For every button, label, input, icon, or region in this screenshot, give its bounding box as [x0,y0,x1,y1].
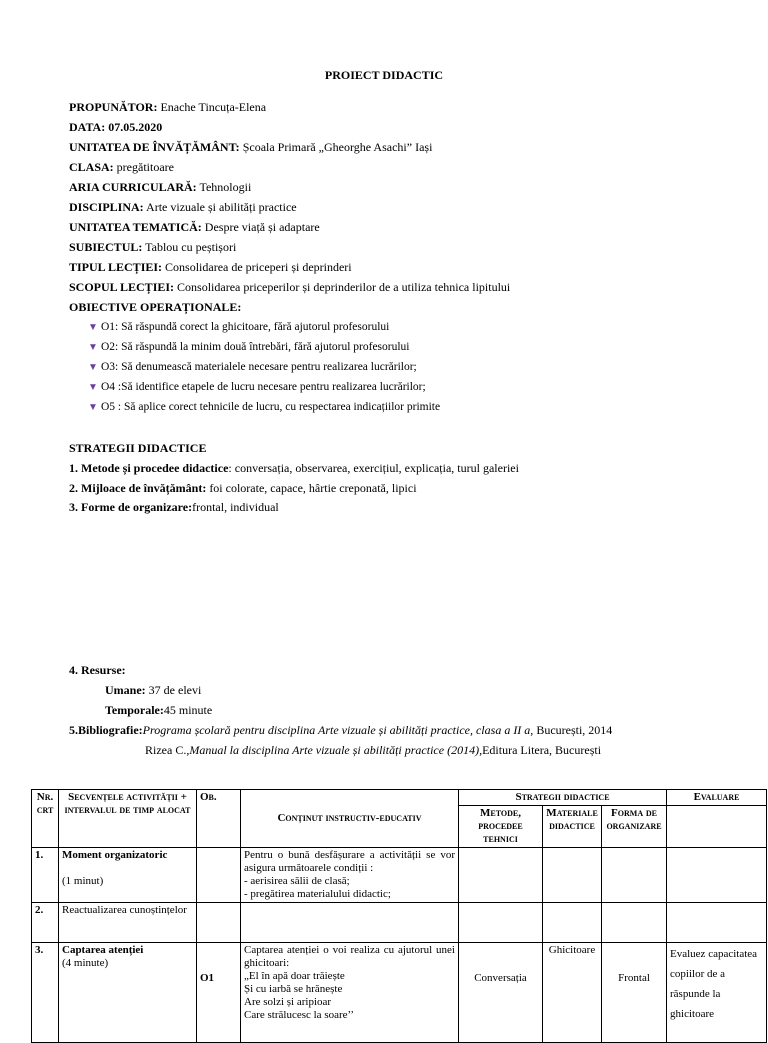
bibliography-line-2: Rizea C.,Manual la disciplina Arte vizuale și abilități practice (2014),Editura Litera, București [145,743,602,757]
table-row: 2. Reactualizarea cunoștințelor [32,903,767,943]
header-nr: Nr. crt [32,790,59,848]
header-strategii: Strategii didactice [459,790,667,806]
tematica-line: UNITATEA TEMATICĂ: Despre viață și adaptare [69,220,320,234]
scopul-line: SCOPUL LECȚIEI: Consolidarea priceperilor și deprinderilor de a utiliza tehnica lipitului [69,280,511,294]
table-row: 3. Captarea atenției (4 minute) O1 Captarea atenției o voi realiza cu ajutorul unei ghicitoari: „El în apă doar trăiește Și cu iarbă se hrănește Are solzi și aripioar Care strălucesc la soare’’ Conversația Ghicitoare Frontal Evaluez capacitatea copiilor de a răspunde la ghicitoare [32,943,767,1043]
bullet-arrow-icon: ▼ [88,402,98,413]
resources-time: Temporale:45 minute [105,703,213,717]
objective-item: ▼ O2: Să răspundă la minim două întrebări, fără ajutorul profesorului [88,341,410,353]
propunator-line: PROPUNĂTOR: Enache Tincuța-Elena [69,100,267,114]
objective-item: ▼ O1: Să răspundă corect la ghicitoare, fără ajutorul profesorului [88,321,390,333]
strategy-forms: 3. Forme de organizare:frontal, individual [69,500,279,514]
header-metode: Metode, procedee tehnici [459,806,543,848]
objective-item: ▼ O5 : Să aplice corect tehnicile de lucru, cu respectarea indicațiilor primite [88,401,441,413]
header-materiale: Materiale didactice [543,806,602,848]
objective-item: ▼ O4 :Să identifice etapele de lucru necesare pentru realizarea lucrărilor; [88,381,426,393]
bullet-arrow-icon: ▼ [88,322,98,333]
strategy-methods: 1. Metode și procedee didactice: conversația, observarea, exercițiul, explicația, turul galeriei [69,461,519,475]
strategy-means: 2. Mijloace de învățământ: foi colorate, capace, hârtie creponată, lipici [69,481,417,495]
clasa-line: CLASA: pregătitoare [69,160,174,174]
table-row: 1. Moment organizatoric (1 minut) Pentru o bună desfășurare a activității se vor asigura următoarele condiții : - aerisirea sălii de clasă; - pregătirea materialului didactic; [32,848,767,903]
header-forma: Forma de organizare [602,806,667,848]
bullet-arrow-icon: ▼ [88,382,98,393]
obiective-heading: OBIECTIVE OPERAȚIONALE: [69,300,242,314]
lesson-table [31,789,767,1043]
tipul-line: TIPUL LECȚIEI: Consolidarea de priceperi și deprinderi [69,260,352,274]
aria-line: ARIA CURRICULARĂ: Tehnologii [69,180,252,194]
header-continut: Conținut instructiv-educativ [241,790,459,848]
unitatea-line: UNITATEA DE ÎNVĂȚĂMÂNT: Școala Primară „Gheorghe Asachi” Iași [69,140,433,154]
resources-human: Umane: 37 de elevi [105,683,202,697]
bullet-arrow-icon: ▼ [88,362,98,373]
data-line: DATA: 07.05.2020 [69,120,163,134]
header-evaluare: Evaluare [667,790,767,806]
bullet-arrow-icon: ▼ [88,342,98,353]
strategies-heading: STRATEGII DIDACTICE [69,441,207,455]
header-ob: Ob. [197,790,241,848]
objective-item: ▼ O3: Să denumească materialele necesare pentru realizarea lucrărilor; [88,361,417,373]
disciplina-line: DISCIPLINA: Arte vizuale și abilități practice [69,200,297,214]
page-title: PROIECT DIDACTIC [324,68,444,82]
resources-heading: 4. Resurse: [69,663,126,677]
subiect-line: SUBIECTUL: Tablou cu peștișori [69,240,237,254]
header-secvente: Secvențele activității + intervalul de timp alocat [59,790,197,848]
bibliography-line-1: 5.Bibliografie:Programa școlară pentru disciplina Arte vizuale și abilități practice, clasa a II a, București, 2014 [69,723,613,737]
header-evaluare-empty [667,806,767,848]
